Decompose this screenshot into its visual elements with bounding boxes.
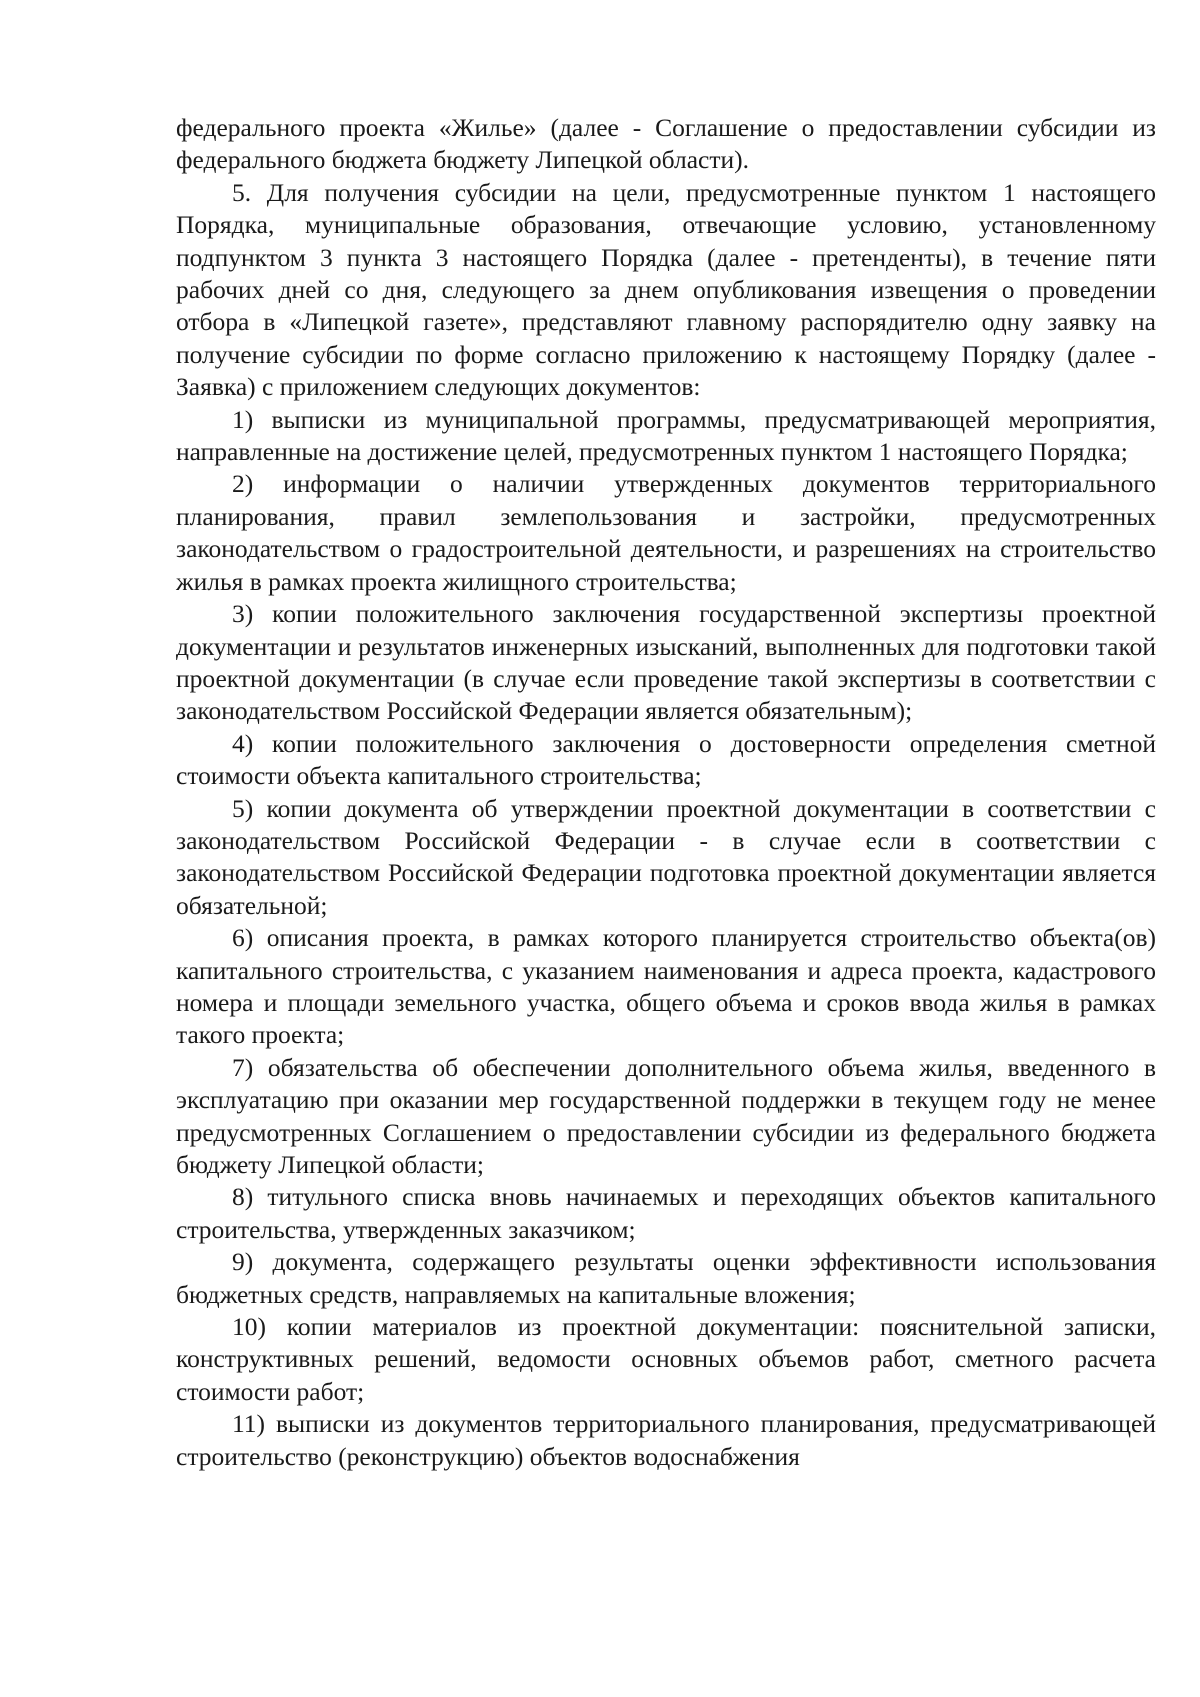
list-item-10: 10) копии материалов из проектной документации: пояснительной записки, конструктивных решений, ведомости основных объемов работ, сметного расчета стоимости работ; bbox=[176, 1312, 1156, 1406]
paragraph-continuation: федерального проекта «Жилье» (далее - Соглашение о предоставлении субсидии из федерального бюджета бюджету Липецкой области). bbox=[176, 113, 1156, 175]
list-item-8: 8) титульного списка вновь начинаемых и переходящих объектов капитального строительства, утвержденных заказчиком; bbox=[176, 1182, 1156, 1244]
list-item-7: 7) обязательства об обеспечении дополнительного объема жилья, введенного в эксплуатацию при оказании мер государственной поддержки в текущем году не менее предусмотренных Соглашением о предоставлении субсидии из федерального бюджета бюджету Липецкой области; bbox=[176, 1052, 1156, 1179]
list-item-1: 1) выписки из муниципальной программы, предусматривающей мероприятия, направленные на достижение целей, предусмотренных пунктом 1 настоящего Порядка; bbox=[176, 404, 1156, 467]
document-page bbox=[176, 112, 1156, 1473]
list-item-3: 3) копии положительного заключения государственной экспертизы проектной документации и результатов инженерных изысканий, выполненных для подготовки такой проектной документации (в случае если проведение такой экспертизы в соответствии с законодательством Российской Федерации является обязательным); bbox=[176, 599, 1156, 726]
paragraph-item-5: 5. Для получения субсидии на цели, предусмотренные пунктом 1 настоящего Порядка, муниципальные образования, отвечающие условию, установленному подпунктом 3 пункта 3 настоящего Порядка (далее - претенденты), в течение пяти рабочих дней со дня, следующего за днем опубликования извещения о проведении отбора в «Липецкой газете», представляют главному распорядителю одну заявку на получение субсидии по форме согласно приложению к настоящему Порядку (далее - Заявка) с приложением следующих документов: bbox=[176, 177, 1156, 402]
list-item-11: 11) выписки из документов территориального планирования, предусматривающей строительство (реконструкцию) объектов водоснабжения bbox=[176, 1409, 1156, 1471]
list-item-6: 6) описания проекта, в рамках которого планируется строительство объекта(ов) капитального строительства, с указанием наименования и адреса проекта, кадастрового номера и площади земельного участка, общего объема и сроков ввода жилья в рамках такого проекта; bbox=[176, 923, 1156, 1050]
list-item-2: 2) информации о наличии утвержденных документов территориального планирования, правил землепользования и застройки, предусмотренных законодательством о градостроительной деятельности, и разрешениях на строительство жилья в рамках проекта жилищного строительства; bbox=[176, 469, 1156, 596]
list-item-4: 4) копии положительного заключения о достоверности определения сметной стоимости объекта капитального строительства; bbox=[176, 728, 1156, 791]
list-item-9: 9) документа, содержащего результаты оценки эффективности использования бюджетных средств, направляемых на капитальные вложения; bbox=[176, 1247, 1156, 1309]
list-item-5: 5) копии документа об утверждении проектной документации в соответствии с законодательством Российской Федерации - в случае если в соответствии с законодательством Российской Федерации подготовка проектной документации является обязательной; bbox=[176, 793, 1156, 920]
